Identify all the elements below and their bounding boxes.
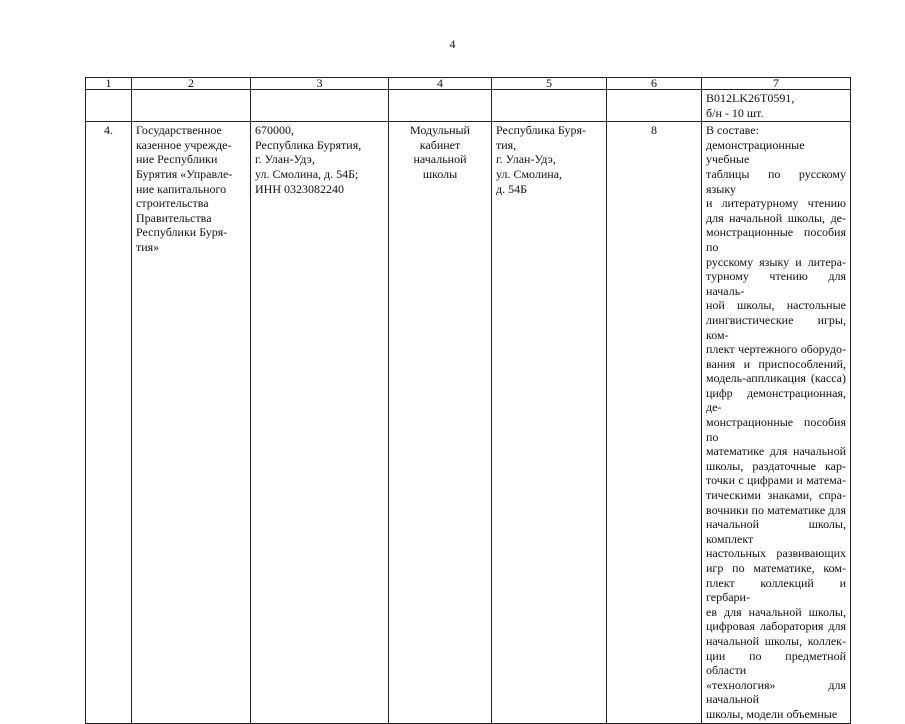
cell-line: и литературному чтению xyxy=(706,196,846,211)
table-cell xyxy=(86,90,132,122)
cell-line: лингвистические игры, ком- xyxy=(706,312,846,342)
quantity-cell: 8 xyxy=(607,122,702,723)
column-number: 3 xyxy=(251,78,389,90)
column-number: 2 xyxy=(132,78,251,90)
row-number-cell: 4. xyxy=(86,122,132,723)
cell-line: 670000, xyxy=(255,123,294,138)
cell-line: Государственное xyxy=(136,123,222,138)
cell-line: начальной xyxy=(413,152,467,167)
cell-line: цифровая лаборатория для xyxy=(706,619,846,634)
composition-continuation-cell xyxy=(702,90,851,122)
cell-line: б/н - 10 шт. xyxy=(706,105,764,120)
cell-line: монстрационные пособия по xyxy=(706,225,846,254)
cell-line: тия» xyxy=(136,239,160,254)
cell-line: д. 54Б xyxy=(496,181,527,196)
cell-line: ние капитального xyxy=(136,181,227,196)
column-number: 5 xyxy=(492,78,607,90)
organization-cell xyxy=(132,122,251,723)
cell-line: тическими знаками, спра- xyxy=(706,488,846,503)
table-cell xyxy=(607,90,702,122)
page-number: 4 xyxy=(449,37,456,51)
equipment-table xyxy=(85,77,851,724)
cell-line: Правительства xyxy=(136,210,212,225)
cell-line: г. Улан-Удэ, xyxy=(255,152,315,167)
cell-line: точки с цифрами и матема- xyxy=(706,473,846,488)
address-cell xyxy=(251,122,389,723)
cell-line: монстрационные пособия по xyxy=(706,415,846,444)
column-number: 1 xyxy=(86,78,132,90)
cell-line: цифр демонстрационная, де- xyxy=(706,385,846,415)
cell-line: плект чертежного оборудо- xyxy=(706,342,846,357)
cell-line: казенное учрежде- xyxy=(136,137,232,152)
cell-line: г. Улан-Удэ, xyxy=(496,152,556,167)
table-row-continuation xyxy=(86,90,851,122)
column-number-row xyxy=(86,78,851,90)
column-number: 7 xyxy=(702,78,851,90)
cell-line: кабинет xyxy=(419,137,461,152)
cell-line: школы xyxy=(422,166,458,181)
cell-line: модель-аппликация (касса) xyxy=(706,371,846,386)
cell-line: В составе: xyxy=(706,123,759,138)
cell-line: Республика Бурятия, xyxy=(255,137,362,152)
column-number: 6 xyxy=(607,78,702,90)
cell-line: таблицы по русскому языку xyxy=(706,166,846,196)
table-cell xyxy=(132,90,251,122)
cell-line: ул. Смолина, д. 54Б; xyxy=(255,166,359,181)
cell-line: ев для начальной школы, xyxy=(706,604,846,619)
table-row xyxy=(86,122,851,723)
cell-line: B012LK26T0591, xyxy=(706,91,795,105)
cell-line: «технология» для начальной xyxy=(706,677,846,707)
cell-line: настольных развивающих xyxy=(706,546,846,561)
cell-line: ние Республики xyxy=(136,152,218,167)
cell-line: турному чтению для началь- xyxy=(706,269,846,298)
object-cell xyxy=(389,122,492,723)
cell-line: школы, модели объемные xyxy=(706,706,838,721)
table-cell xyxy=(389,90,492,122)
composition-cell xyxy=(702,122,851,723)
cell-line: ной школы, настольные xyxy=(706,298,846,313)
cell-line: плект коллекций и гербари- xyxy=(706,575,846,605)
cell-line: ции по предметной области xyxy=(706,648,846,678)
cell-line: Республика Буря- xyxy=(496,123,587,138)
cell-line: демонстрационные учебные xyxy=(706,137,805,167)
cell-line: математике для начальной xyxy=(706,444,846,459)
cell-line: начальной школы, комплект xyxy=(706,517,846,546)
cell-line: школы, раздаточные кар- xyxy=(706,458,846,473)
cell-line: вочники по математике для xyxy=(706,502,846,517)
cell-line: строительства xyxy=(136,196,209,211)
cell-line: для начальной школы, де- xyxy=(706,210,846,225)
cell-line: Республики Буря- xyxy=(136,225,228,240)
table-cell xyxy=(492,90,607,122)
cell-line: игр по математике, ком- xyxy=(706,561,846,575)
cell-line: русскому языку и литера- xyxy=(706,254,846,269)
location-cell xyxy=(492,122,607,723)
cell-line: тия, xyxy=(496,137,517,152)
table-cell xyxy=(251,90,389,122)
cell-line: вания и приспособлений, xyxy=(706,356,846,371)
cell-line: Бурятия «Управле- xyxy=(136,166,233,181)
cell-line: начальной школы, коллек- xyxy=(706,633,846,648)
cell-line: Модульный xyxy=(410,123,470,138)
column-number: 4 xyxy=(389,78,492,90)
cell-line: ул. Смолина, xyxy=(496,166,563,181)
cell-line: ИНН 0323082240 xyxy=(255,181,344,196)
